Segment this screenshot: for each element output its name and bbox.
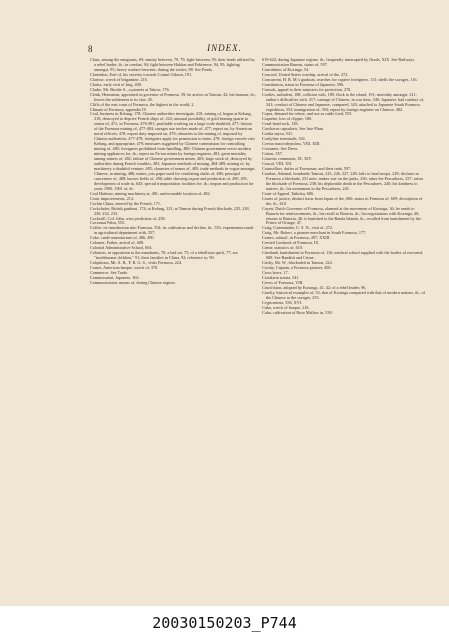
index-entry: Crested Goshawk of Formosa, IX. <box>262 240 320 246</box>
index-entry: Copra, demand for refuse, and use as cattle food, 555. <box>262 111 353 117</box>
index-column-right <box>262 58 428 316</box>
index-entry: Commissariat, Japanese, 302. <box>90 274 140 280</box>
index-entry: Cross bows, 17. <box>262 269 289 275</box>
index-entry: Courts of justice, distinct basis from Japan of the, 606; status in Formosa of, 609; description of the, ib., 610. <box>262 195 423 206</box>
index-entry: Counsellors, duties of Formosan, and their rank, 597. <box>262 165 352 171</box>
index-entry: Corvus macrorhynchus, VIII, XIII. <box>262 141 321 147</box>
index-entry: Coal Harbour, mining machinery at, 481; unfavourable location of, 482. <box>90 190 211 196</box>
index-entry: Cordyline terminalis, 541. <box>262 136 306 142</box>
index-entry: Cocoanut Palm, 555. <box>90 220 126 226</box>
index-entry: Colonists, in opposition to the mandarins, 70; a bad set, 75; of a rebellious spirit, 77; are "troublesome children," 91; their families in China, 92; reference to, 90. <box>90 250 238 261</box>
index-entry: Cryptomeria, 556, XVI. <box>262 299 303 305</box>
index-entry: Cochin China, entered by the French, 171. <box>90 200 162 206</box>
index-entry: Clarke, Mr. Brodie A., a pioneer at Takow, 176. <box>90 86 170 92</box>
index-entry: Colquhoun, Mr. A. R., F. R. G. S., visits Formosa, 224. <box>90 260 183 266</box>
index-entry: Crows of Formosa, VIII. <box>262 279 304 285</box>
index-entry: Commerce. See Trade. <box>90 269 129 275</box>
index-entry: Cuba, cultivation of Rose Mallow in, 539. <box>262 309 333 315</box>
index-column-left <box>90 58 256 286</box>
index-entry: Climate of Formosa, appendix IV. <box>90 106 147 112</box>
index-entry: Coke, crude manufacture of, 486, 490. <box>90 235 155 241</box>
index-entry: Clarendon, Earl of, his severity towards Consul Gibson, 191. <box>90 71 193 77</box>
index-entry: Communication Bureau, status of, 597. <box>262 61 328 67</box>
index-entry: Costumes. See Dress. <box>262 146 299 152</box>
index-entry: Cruelty, historical examples of, 53; that of Koxinga compared with that of modern nations, ib.; of the Chinese to the savages, 255. <box>262 289 426 300</box>
index-entry: Constitution, status in Formosa of Japanese, 596. <box>262 81 345 87</box>
index-entry: Crotalaria striata, 541. <box>262 274 300 280</box>
index-entry: Coal, business in Kelung, 178; Chinese authorities investigate, 210; mining of, begun at Kelung, 210; destroyed to deprive French ships of, 222; unusual possibility of gold bearing quartz to seams of, 471; in Formosa, 476-491; profitable working on a large scale doubtful, 477; history of the Formosa mining of, 477-484; savages use torches made of, 477; report on, by American naval officers, 478; export duty imposed on, 479; obstacles to the mining of, imposed by Chinese authorities, 477-479; foreigners apply for permission to mine, 479; foreign vessels visit Kelung, and appropriate, 479; measures suggested by Chinese commission for controlling mining of, 480; foreigners prohibited from handling, 480; Chinese government erects modern mining appliances for, ib.; report on Pa-ton mines by foreign engineer, 481; great mortality among miners of, 482; failure of Chinese government mines, 483; large stock of, destroyed by authorities during French troubles, 483; Japanese methods of mining, 484-489; mining of, by machinery a doubtful venture, 485; character of seams of, 485; trade methods in vogue amongst Chinese, in mining, 486; mines, joss paper used for ventilating shafts of, 486; principal concerners of, 488; known fields of, 490; table showing export and production of, 490, 491; development of trade in, 643; special transportation facilities for, ib.; import and production for years 1900, 1901 of, ib. <box>90 111 255 191</box>
index-entry: Coucal, VIII, XII. <box>262 161 293 167</box>
index-entry: Coral-head rock, 138. <box>262 121 299 127</box>
index-entry: Communication, means of, during Chinese regime, <box>90 279 176 285</box>
index-entry: Coquette, loss of clipper, 180. <box>262 116 313 122</box>
index-entry: Crisby, Mr. W., blockaded in Tamsui, 224. <box>262 260 333 266</box>
index-entry: Concurrent, H. B. M.'s gunboat, searches for captive foreigners, 115; shells the savages, 116. <box>262 76 418 82</box>
index-entry: Cuba, wreck of barque, 216. <box>262 304 310 310</box>
index-entry: Clarisse, wreck of brigantine, 216. <box>90 76 148 82</box>
index-entry: Crosby, Captain, a Formosa pioneer, 400. <box>262 265 332 271</box>
index-entry: Coturnix communis, IX, XIV. <box>262 156 312 162</box>
index-entry: Clenk, Hermanus, appointed as governor of Formosa, 39; he arrives at Taiwan, 42; his humour, ib.; leaves the settlement to its fate, 45. <box>90 91 256 102</box>
index-entry: Cliffs of the east coast of Formosa, the highest in the world, 2. <box>90 101 195 107</box>
index-entry: Craig, Commander, U. S. N., visit of, 272. <box>262 225 333 231</box>
index-entry: Cotton, 557. <box>262 151 283 157</box>
index-entry: Crucifixion, adopted by Koxinga, 41, 42; of a rebel leader, 96. <box>262 284 367 290</box>
index-entry: Corchorus capsularis. See Jute Plant. <box>262 126 324 132</box>
image-caption: 20030150203_P744 <box>0 606 449 640</box>
index-entry: Craig, Mr. Robert, a pioneer merchant in South Formosa, 177. <box>262 230 367 236</box>
index-entry: 619-622; during Japanese regime, ib.; frequently interrupted by floods, XIX. See Railways. <box>262 57 416 62</box>
index-entry: Consuls, appeal to their ministers for protection, 270. <box>262 86 352 92</box>
index-entry: Colomer, Father, arrival of, 608. <box>90 240 145 246</box>
index-entry: Cordia myxa, 541. <box>262 131 294 137</box>
index-entry: Cockerill, Col. John, wise prediction of, 258. <box>90 215 166 221</box>
index-entry: Cockchafer, British gunboat, 174; at Kelung, 221; at Tamsui during French blockade, 225, 228, 230, 232, 233. <box>90 205 250 216</box>
index-entry: Colonial Administrative School, 604. <box>90 245 153 251</box>
index-entry: Coyett, Dutch Governor of Formosa, alarmed at the movement of Koxinga, 36; he sends to Batavia for reinforcements, ib.; his recall to Batavia, ib.; his negotiations with Koxinga, 40; returns to Batavia, 46; is banished to the Banda Islands, ib.; recalled from banishment by the Prince of Orange, 47. <box>262 205 421 226</box>
index-entry: Coast improvements, 214. <box>90 195 134 201</box>
index-entry: Clans, among the emigrants, 69; enmity between, 79, 79; fight between, 93; their feuds utilized by a rebel leader, ib.; in combat, 94; fight between Hakkas and Fokienese, 94, 95; fighting amongst, 95; heavy warfare between, during the sixties, 98. See Feuds. <box>90 57 255 72</box>
page-number: 8 <box>88 44 93 54</box>
index-entry: Cranes, subsoil, in Formosa, 497; XXIII. <box>262 235 331 241</box>
index-entry: Crimbarh, banishment to Formosa of, 116; medical school supplied with the bodies of executed, 608. See Banditti and Crime. <box>262 250 424 261</box>
index-entry: Coolies, turbulent, 188; collision with, 189; flock to the island, 191; mortality amongst, 211; author's difficulties with, 317; carnage of Chinese, in war time, 349; Japanese, bad conduct of, 341; conduct of Chinese and Japanese, compared, 343; attached to Japanese South Formosa expedition, 353; immigration of, 394; report by foreign engineer on Chinese, 482. <box>262 91 425 112</box>
page-title: INDEX. <box>207 43 242 53</box>
index-entry: Coffee, its introduction into Formosa, 554; its cultivation and decline, ib., 555; experiments made in agricultural department with, 557. <box>90 225 254 236</box>
index-entry: Comet, American barque, wreck of, 370. <box>90 265 159 271</box>
index-entry: Crime, statistics of, 610. <box>262 245 303 251</box>
index-entry: Concord, United States warship, arrival of the, 272. <box>262 71 349 77</box>
index-entry: Courbet, Admiral, bombards Tamsui, 225, 226, 227, 228; fails to land troops, 229; declares in Formosa a blockade, 231 note; makes war on the junks, 236; takes the Pescadores, 237; raises the blockade of Formosa, 238; his deplorable death in the Pescadores, 240; his kindness to natives, ib.; his monument in the Pescadores, 241. <box>262 170 424 191</box>
index-entry: Concubines of Koxinga, 54. <box>262 66 310 72</box>
index-entry: Court of Appeal, Taihoku, 606. <box>262 190 315 196</box>
index-entry: Clarita, early visit of brig, 400. <box>90 81 142 87</box>
